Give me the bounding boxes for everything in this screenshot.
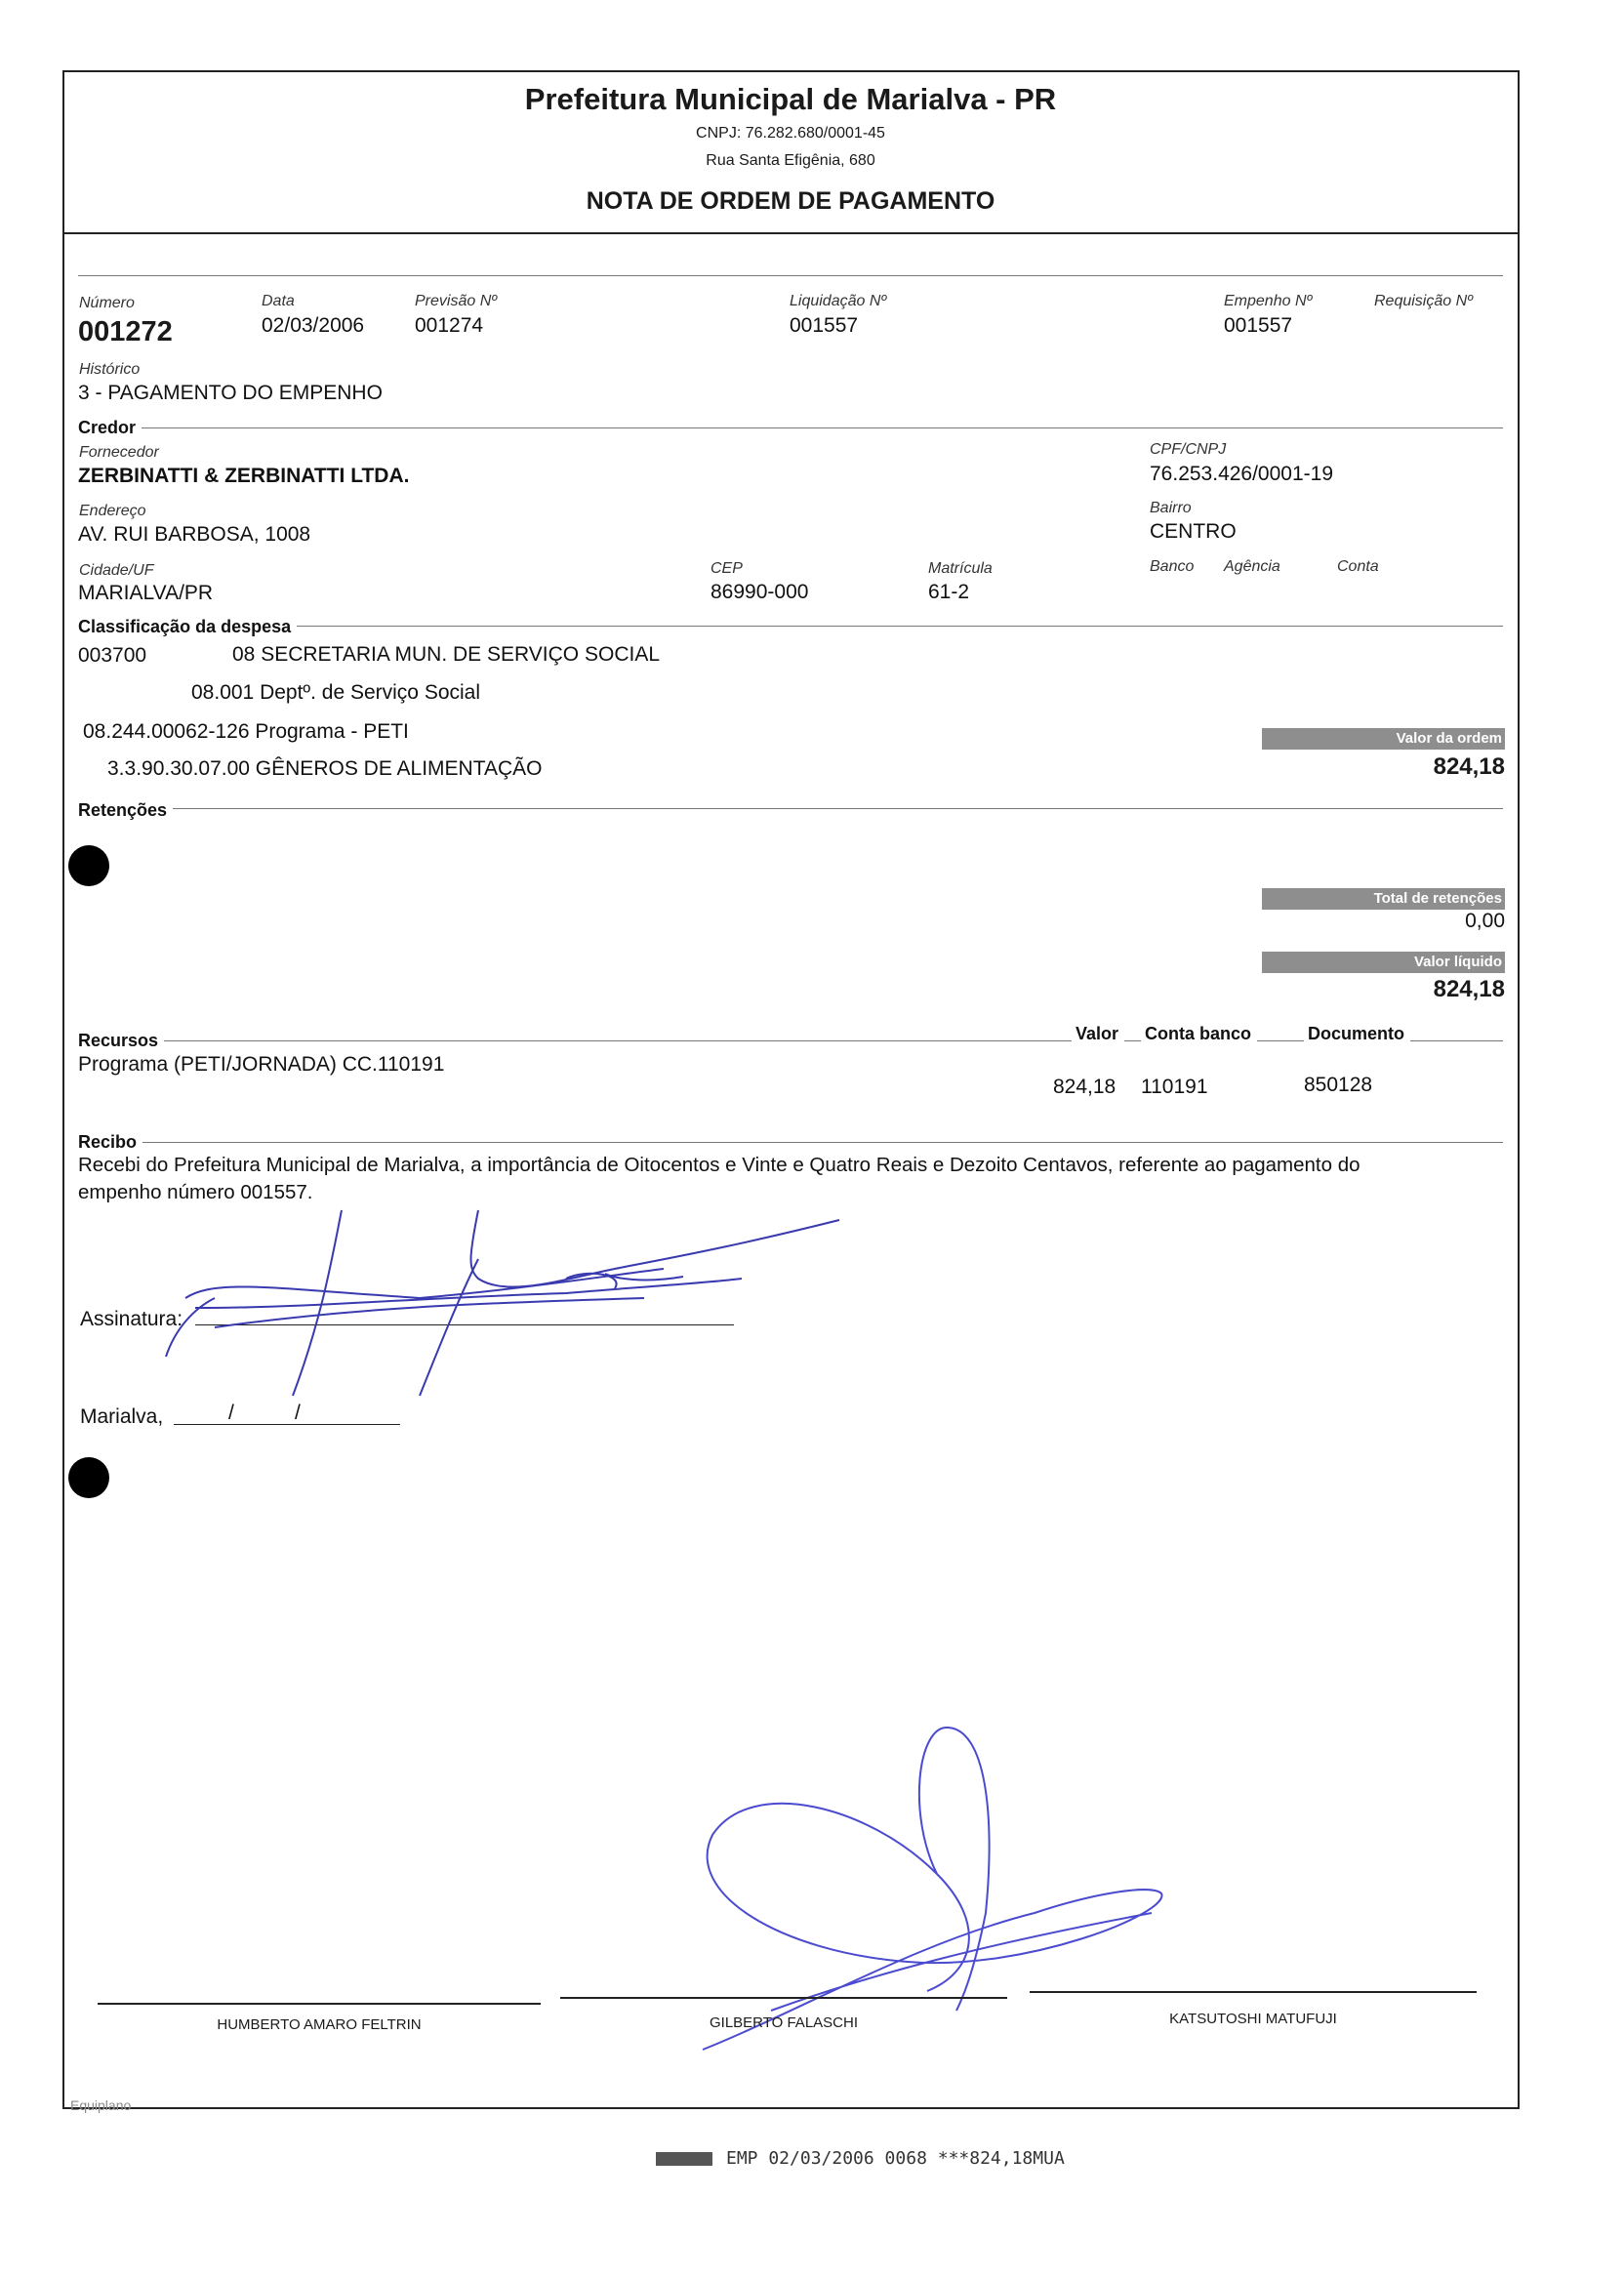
- recursos-conta-label: Conta banco: [1141, 1024, 1257, 1044]
- recursos-programa: Programa (PETI/JORNADA) CC.110191: [78, 1053, 445, 1076]
- recursos-conta: 110191: [1141, 1076, 1208, 1098]
- valor-ordem-value: 824,18: [1433, 753, 1505, 780]
- punch-hole-2: [68, 1457, 109, 1498]
- punch-hole: [68, 845, 109, 886]
- total-retencoes-bar: [1262, 888, 1505, 910]
- data-label: Data: [262, 293, 295, 309]
- valor-liquido-bar: [1262, 952, 1505, 973]
- total-retencoes-label: Total de retenções: [1373, 890, 1502, 907]
- fornecedor-value: ZERBINATTI & ZERBINATTI LTDA.: [78, 465, 410, 487]
- requisicao-label: Requisição Nº: [1374, 293, 1473, 309]
- recursos-section: Recursos: [78, 1031, 164, 1051]
- date-slash-2: /: [295, 1402, 301, 1424]
- historico-value: 3 - PAGAMENTO DO EMPENHO: [78, 382, 383, 404]
- signatory-name: HUMBERTO AMARO FELTRIN: [217, 2016, 422, 2033]
- cidade-label: Cidade/UF: [79, 562, 154, 579]
- total-retencoes-value: 0,00: [1465, 910, 1505, 932]
- secretaria-line: 08 SECRETARIA MUN. DE SERVIÇO SOCIAL: [232, 643, 661, 666]
- retencoes-rule: [78, 808, 1503, 809]
- matricula-label: Matrícula: [928, 560, 993, 577]
- endereco-label: Endereço: [79, 503, 146, 519]
- historico-label: Histórico: [79, 361, 141, 378]
- bank-stamp-text: EMP 02/03/2006 0068 ***824,18MUA: [726, 2148, 1065, 2169]
- bairro-label: Bairro: [1150, 500, 1192, 516]
- numero-value: 001272: [78, 316, 173, 347]
- signatory-line-3: [1030, 1991, 1477, 1993]
- fornecedor-label: Fornecedor: [79, 444, 159, 461]
- liquidacao-value: 001557: [790, 314, 859, 337]
- signatory-name: KATSUTOSHI MATUFUJI: [1169, 2011, 1337, 2027]
- credor-rule: [78, 427, 1503, 428]
- recursos-valor-label: Valor: [1072, 1024, 1124, 1044]
- programa-line: 08.244.00062-126 Programa - PETI: [83, 720, 409, 743]
- endereco-value: AV. RUI BARBOSA, 1008: [78, 523, 311, 546]
- retencoes-section: Retenções: [78, 800, 173, 821]
- classificacao-code: 003700: [78, 644, 147, 667]
- recursos-valor: 824,18: [1053, 1076, 1116, 1098]
- previsao-label: Previsão Nº: [415, 293, 498, 309]
- cep-value: 86990-000: [710, 581, 809, 603]
- numero-label: Número: [79, 295, 135, 311]
- banco-label: Banco: [1150, 558, 1195, 575]
- dept-line: 08.001 Deptº. de Serviço Social: [191, 681, 481, 704]
- valor-ordem-bar: [1262, 728, 1505, 750]
- header-divider: [62, 232, 1520, 234]
- conta-label: Conta: [1337, 558, 1379, 575]
- previsao-value: 001274: [415, 314, 484, 337]
- recibo-rule: [78, 1142, 1503, 1143]
- bairro-value: CENTRO: [1150, 520, 1237, 543]
- recibo-text-line2: empenho número 001557.: [78, 1181, 313, 1203]
- recursos-rule: [78, 1040, 1503, 1041]
- empenho-label: Empenho Nº: [1224, 293, 1313, 309]
- date-slash-1: /: [228, 1402, 234, 1424]
- signatory-line-2: [560, 1997, 1007, 1999]
- valor-liquido-value: 824,18: [1433, 976, 1505, 1002]
- local-label: Marialva,: [80, 1405, 164, 1428]
- header-cnpj: CNPJ: 76.282.680/0001-45: [696, 125, 885, 142]
- recibo-section: Recibo: [78, 1132, 142, 1153]
- cidade-value: MARIALVA/PR: [78, 582, 214, 604]
- header-subdivider: [78, 275, 1503, 276]
- valor-liquido-label: Valor líquido: [1413, 954, 1502, 970]
- assinatura-label: Assinatura:: [80, 1308, 183, 1330]
- liquidacao-label: Liquidação Nº: [790, 293, 887, 309]
- matricula-value: 61-2: [928, 581, 970, 603]
- signatory-line-1: [98, 2003, 541, 2005]
- data-value: 02/03/2006: [262, 314, 365, 337]
- handwritten-signature-recibo: [156, 1200, 859, 1415]
- recursos-documento: 850128: [1304, 1074, 1373, 1096]
- agencia-label: Agência: [1224, 558, 1280, 575]
- document-title: NOTA DE ORDEM DE PAGAMENTO: [586, 187, 995, 215]
- recursos-documento-label: Documento: [1304, 1024, 1410, 1044]
- signatory-name: GILBERTO FALASCHI: [710, 2014, 858, 2031]
- credor-section: Credor: [78, 418, 142, 438]
- cep-label: CEP: [710, 560, 743, 577]
- valor-ordem-label: Valor da ordem: [1396, 730, 1502, 747]
- bank-stamp: [656, 2148, 1065, 2169]
- page-title: Prefeitura Municipal de Marialva - PR: [524, 82, 1057, 116]
- cpf-value: 76.253.426/0001-19: [1150, 463, 1334, 485]
- empenho-value: 001557: [1224, 314, 1293, 337]
- header-address: Rua Santa Efigênia, 680: [706, 152, 875, 169]
- classificacao-section: Classificação da despesa: [78, 617, 297, 637]
- recibo-text-line1: Recebi do Prefeitura Municipal de Marialva, a importância de Oitocentos e Vinte e Quatro Reais e Dezoito Centavos, referente ao pagamento do: [78, 1154, 1360, 1176]
- footer-brand: Equiplano: [70, 2097, 132, 2113]
- elemento-line: 3.3.90.30.07.00 GÊNEROS DE ALIMENTAÇÃO: [107, 757, 543, 780]
- cpf-label: CPF/CNPJ: [1150, 441, 1227, 458]
- bank-stamp-mark: [656, 2152, 712, 2166]
- date-line: [174, 1424, 400, 1425]
